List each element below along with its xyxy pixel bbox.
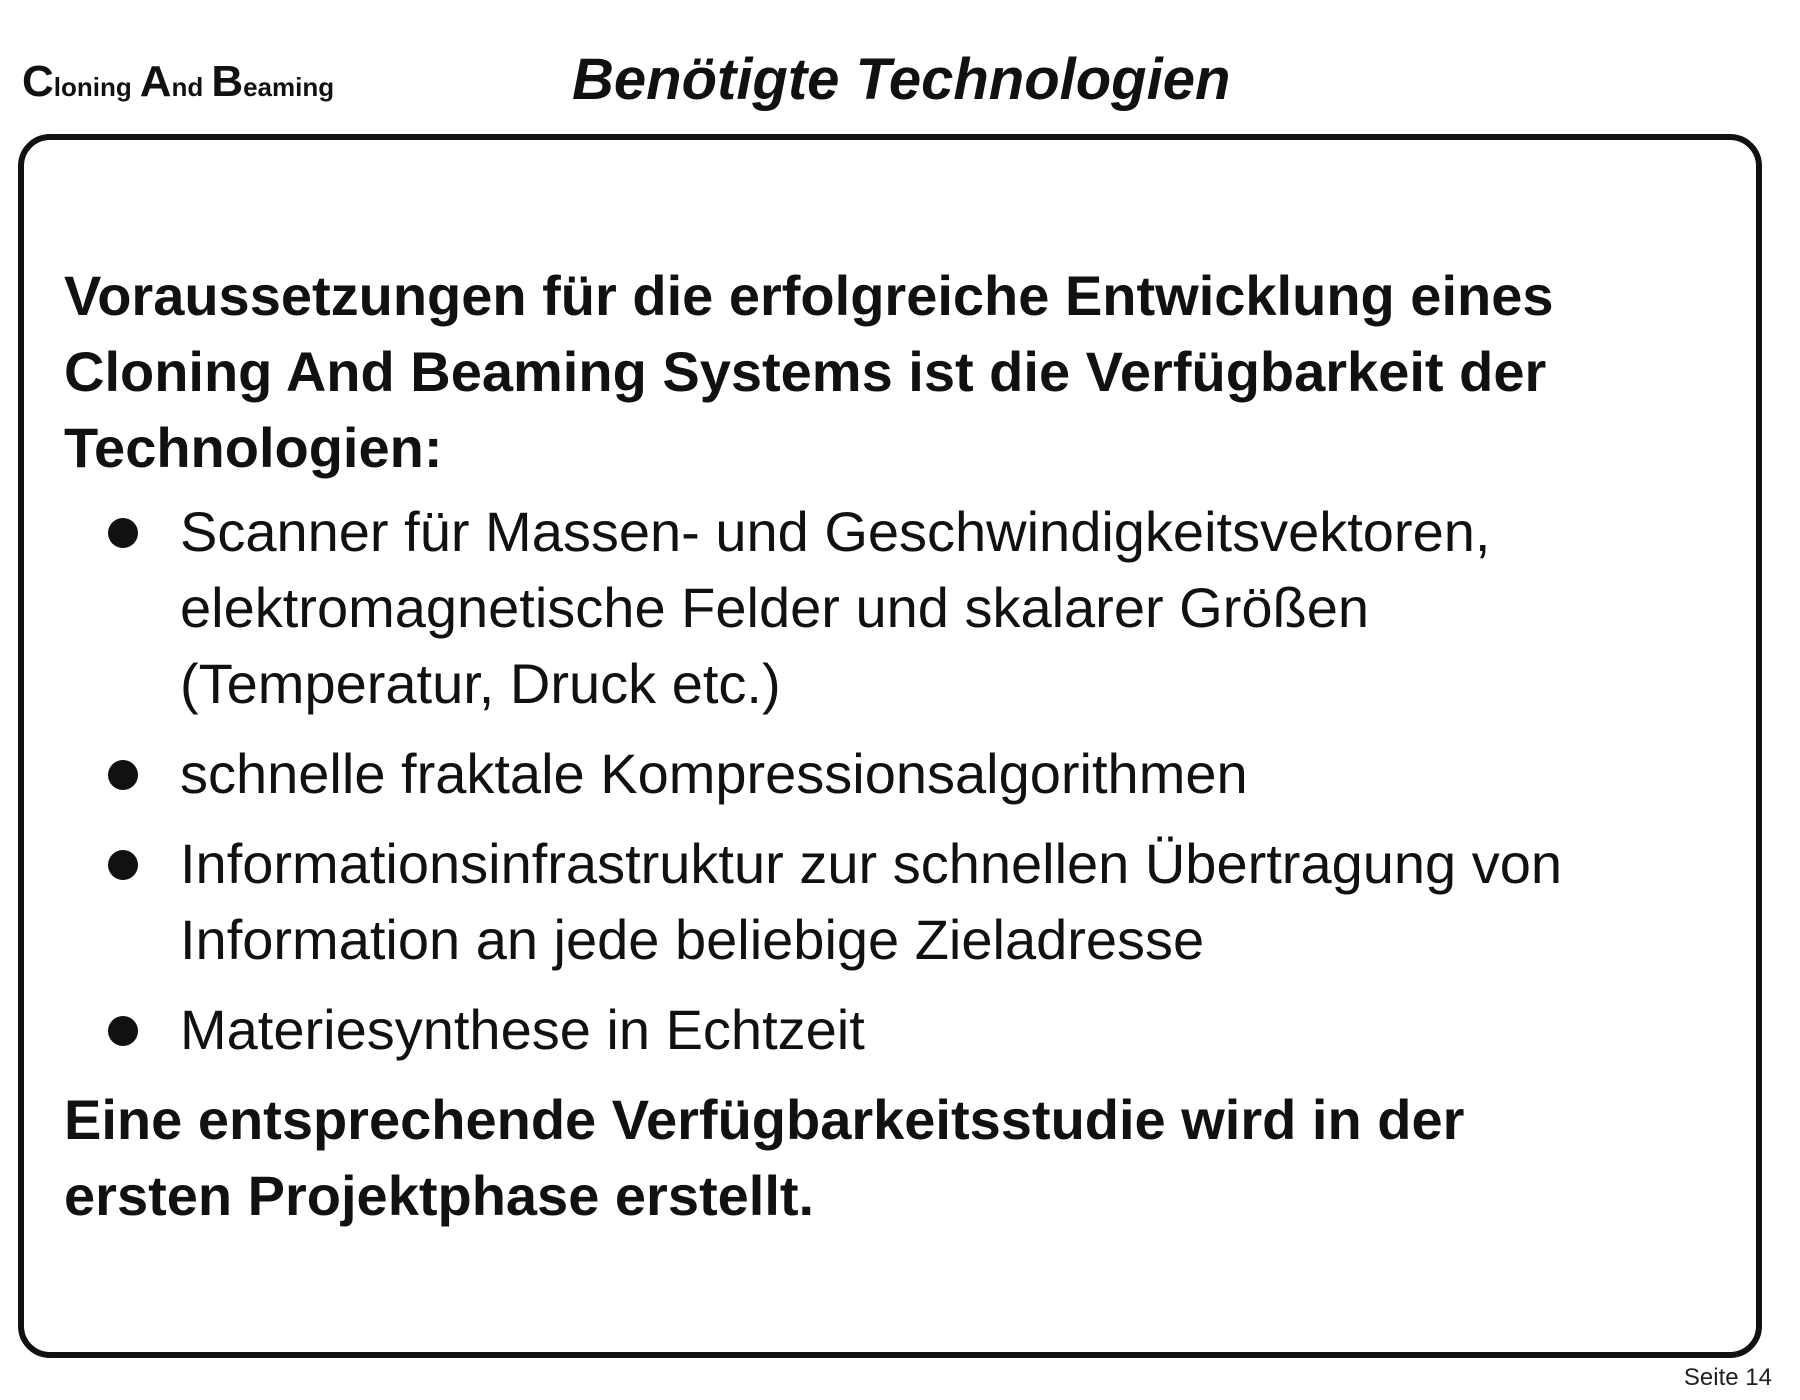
list-item (64, 736, 1744, 812)
logo-word-and: nd (171, 72, 204, 102)
bullet-text: Materiesynthese in Echtzeit (180, 998, 865, 1061)
logo (22, 57, 342, 106)
slide-header (0, 0, 1800, 130)
logo-letter-b: B (211, 57, 244, 106)
list-item (64, 826, 1744, 978)
list-item (64, 992, 1744, 1068)
logo-word-cloning: loning (53, 72, 132, 102)
slide-title: Benötigte Technologien (572, 47, 1231, 112)
list-item (64, 494, 1744, 722)
bullet-dot-icon (108, 850, 138, 880)
logo-letter-a: A (139, 57, 172, 106)
bullet-text: Informationsinfrastruktur zur schnellen Übertragung von Information an jede beliebige Zieladresse (180, 832, 1563, 971)
intro-paragraph: Voraussetzungen für die erfolgreiche Entwicklung eines Cloning And Beaming Systems ist die Verfügbarkeit der Technologien: (64, 264, 1554, 479)
bullet-dot-icon (108, 1016, 138, 1046)
bullet-dot-icon (108, 518, 138, 548)
logo-letter-c: C (22, 57, 54, 106)
bullet-text: schnelle fraktale Kompressionsalgorithmen (180, 742, 1248, 805)
bullet-list (64, 494, 1744, 1068)
bullet-text: Scanner für Massen- und Geschwindigkeitsvektoren, elektromagnetische Felder und skalarer Größen (Temperatur, Druck etc.) (180, 500, 1491, 715)
conclusion-paragraph: Eine entsprechende Verfügbarkeitsstudie wird in der ersten Projektphase erstellt. (64, 1088, 1465, 1227)
logo-word-beaming: eaming (243, 72, 335, 102)
bullet-dot-icon (108, 760, 138, 790)
page-number: Seite 14 (1683, 1364, 1772, 1391)
slide-content (64, 258, 1744, 1234)
